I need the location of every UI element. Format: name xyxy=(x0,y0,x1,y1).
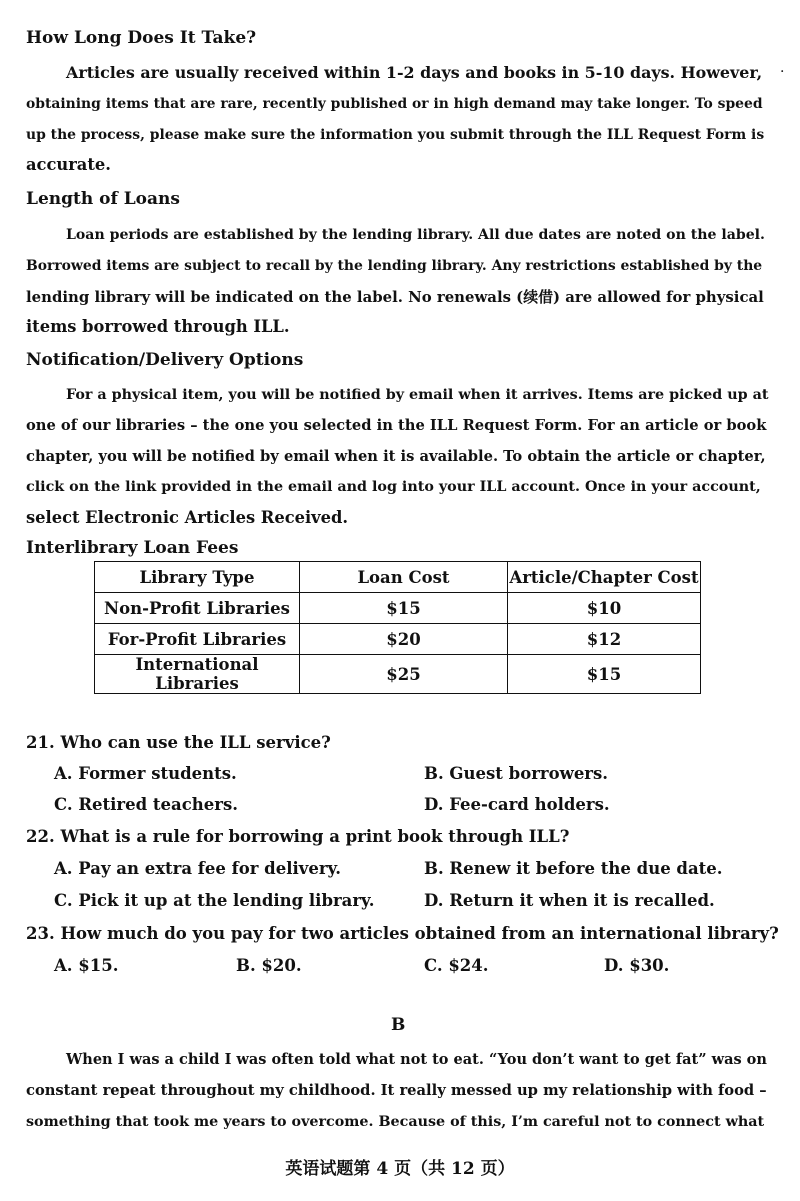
heading-length-of-loans: Length of Loans xyxy=(26,189,180,209)
text-line: When I was a child I was often told what not to eat. “You don’t want to get fat” was on xyxy=(66,1051,767,1068)
paragraph-how-long xyxy=(26,58,768,181)
text-line: accurate. xyxy=(26,155,111,175)
question-21-option-a[interactable]: A. Former students. xyxy=(54,764,237,783)
table-row xyxy=(95,624,701,655)
page-footer: 英语试题第 4 页（共 12 页） xyxy=(285,1159,515,1179)
table-cell: International Libraries xyxy=(95,655,300,694)
passage-b-label: B xyxy=(391,1015,406,1035)
table-cell: Non-Profit Libraries xyxy=(95,593,300,624)
table-header-row xyxy=(95,562,701,593)
table-cell: $12 xyxy=(508,624,701,655)
question-22-stem: 22. What is a rule for borrowing a print book through ILL? xyxy=(26,827,570,846)
text-line: lending library will be indicated on the label. No renewals (续借) are allowed for physical xyxy=(26,287,764,306)
question-23-option-a[interactable]: A. $15. xyxy=(54,956,119,975)
text-line: something that took me years to overcome. Because of this, I’m careful not to connect what xyxy=(26,1113,765,1130)
text-line: constant repeat throughout my childhood. It really messed up my relationship with food – xyxy=(26,1081,767,1099)
question-22-option-b[interactable]: B. Renew it before the due date. xyxy=(424,859,723,878)
text-line: Loan periods are established by the lending library. All due dates are noted on the label. xyxy=(66,227,765,243)
text-line: click on the link provided in the email and log into your ILL account. Once in your account, xyxy=(26,479,761,496)
passage-b-text xyxy=(26,1045,768,1137)
stray-mark: · xyxy=(780,64,785,80)
paragraph-length-of-loans xyxy=(26,220,768,343)
question-23-option-c[interactable]: C. $24. xyxy=(424,956,489,975)
table-cell: $20 xyxy=(300,624,508,655)
text-line: one of our libraries – the one you selected in the ILL Request Form. For an article or book xyxy=(26,416,767,434)
question-23-option-d[interactable]: D. $30. xyxy=(604,956,670,975)
paragraph-notification xyxy=(26,380,768,534)
question-21-option-c[interactable]: C. Retired teachers. xyxy=(54,795,238,814)
table-cell: For-Profit Libraries xyxy=(95,624,300,655)
text-line: chapter, you will be notified by email when it is available. To obtain the article or chapter, xyxy=(26,447,766,465)
question-22-option-a[interactable]: A. Pay an extra fee for delivery. xyxy=(54,859,341,878)
fees-table xyxy=(94,561,701,694)
text-line: up the process, please make sure the information you submit through the ILL Request Form is xyxy=(26,126,765,143)
question-23-option-b[interactable]: B. $20. xyxy=(236,956,302,975)
question-21-option-b[interactable]: B. Guest borrowers. xyxy=(424,764,609,783)
text-line: For a physical item, you will be notified by email when it arrives. Items are picked up at xyxy=(66,387,769,403)
question-21-option-d[interactable]: D. Fee-card holders. xyxy=(424,795,610,814)
question-23-stem: 23. How much do you pay for two articles obtained from an international library? xyxy=(26,924,779,943)
text-line: select Electronic Articles Received. xyxy=(26,508,349,528)
table-header: Article/Chapter Cost xyxy=(508,562,701,593)
table-cell: $15 xyxy=(300,593,508,624)
table-cell: $15 xyxy=(508,655,701,694)
text-line: Articles are usually received within 1-2 days and books in 5-10 days. However, xyxy=(66,63,763,82)
table-cell: $10 xyxy=(508,593,701,624)
text-line: obtaining items that are rare, recently published or in high demand may take longer. To speed xyxy=(26,95,763,112)
text-line: items borrowed through ILL. xyxy=(26,317,290,337)
table-row xyxy=(95,655,701,694)
table-cell: $25 xyxy=(300,655,508,694)
text-line: Borrowed items are subject to recall by the lending library. Any restrictions established by the xyxy=(26,257,763,274)
question-22-option-d[interactable]: D. Return it when it is recalled. xyxy=(424,891,715,910)
table-header: Loan Cost xyxy=(300,562,508,593)
table-header: Library Type xyxy=(95,562,300,593)
heading-notification: Notification/Delivery Options xyxy=(26,350,304,370)
table-row xyxy=(95,593,701,624)
question-21-stem: 21. Who can use the ILL service? xyxy=(26,733,331,752)
fees-table-title: Interlibrary Loan Fees xyxy=(26,538,239,558)
question-22-option-c[interactable]: C. Pick it up at the lending library. xyxy=(54,891,375,910)
heading-how-long: How Long Does It Take? xyxy=(26,28,257,48)
